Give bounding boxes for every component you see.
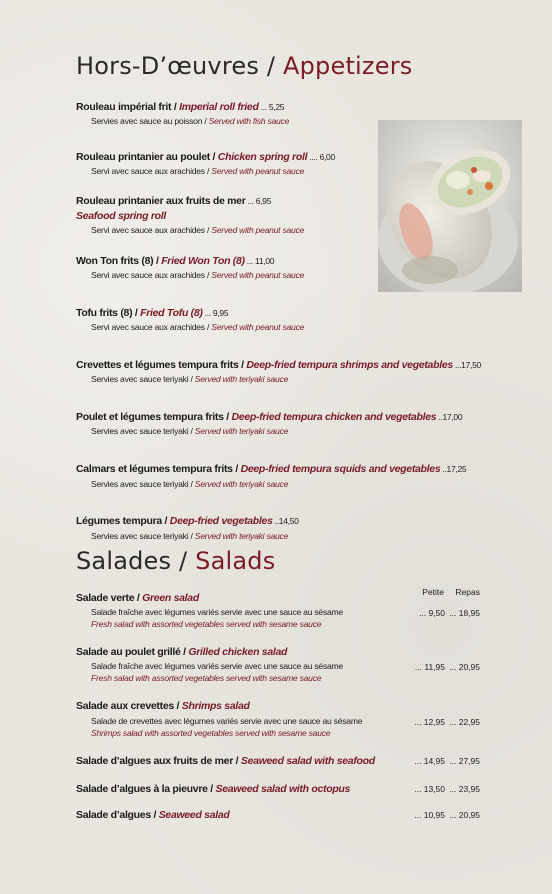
appetizer-item <box>76 307 228 319</box>
appetizer-item <box>76 101 284 113</box>
salad-item <box>76 809 230 821</box>
salad-item <box>76 592 199 604</box>
sauce-fr: Servies avec sauce teriyaki / <box>91 426 195 436</box>
item-sauce <box>91 531 288 541</box>
sauce-en: Served with peanut sauce <box>211 225 305 235</box>
sauce-fr: Servi avec sauce aux arachides / <box>91 225 212 235</box>
item-name-en: Fried Tofu (8) <box>140 307 203 319</box>
item-name-en: Deep-fried tempura chicken and vegetables <box>231 411 437 423</box>
sauce-fr: Servi avec sauce aux arachides / <box>91 166 212 176</box>
item-name-fr: Crevettes et légumes tempura frits / <box>76 359 247 371</box>
item-name-en: Deep-fried vegetables <box>169 515 273 527</box>
sauce-en: Served with fish sauce <box>208 116 290 126</box>
price-small: ... 13,50 <box>414 784 445 794</box>
item-price: ..17,25 <box>440 464 467 474</box>
item-name-fr: Salade aux crevettes / <box>76 700 182 712</box>
sauce-en: Served with peanut sauce <box>211 270 305 280</box>
appetizer-item <box>76 463 466 475</box>
sauce-fr: Servi avec sauce aux arachides / <box>91 322 212 332</box>
spring-roll-image <box>378 120 522 292</box>
item-name-en: Deep-fried tempura shrimps and vegetables <box>246 359 453 371</box>
item-sauce <box>91 116 289 126</box>
item-name-en: Seaweed salad with octopus <box>215 783 351 795</box>
sauce-fr: Servies avec sauce teriyaki / <box>91 374 195 384</box>
salad-item <box>76 646 287 658</box>
appetizers-heading-fr: Hors-D’œuvres / <box>76 52 283 80</box>
price-meal: ... 20,95 <box>449 662 480 672</box>
price-meal: ... 18,95 <box>449 608 480 618</box>
price-meal: ... 20,95 <box>449 810 480 820</box>
item-name-en: Grilled chicken salad <box>188 646 288 658</box>
item-name-fr: Calmars et légumes tempura frits / <box>76 463 241 475</box>
appetizer-item <box>76 359 481 371</box>
item-sauce <box>91 479 288 489</box>
item-sauce <box>91 225 304 235</box>
sauce-en: Served with teriyaki sauce <box>194 426 289 436</box>
item-name-en: Deep-fried tempura squids and vegetables <box>240 463 441 475</box>
item-price: ..17,00 <box>436 412 463 422</box>
salad-item <box>76 783 350 795</box>
item-price: ... 5,25 <box>258 102 285 112</box>
item-name-fr: Salade verte / <box>76 592 143 604</box>
appetizer-item <box>76 411 462 423</box>
column-header-meal: Repas <box>455 587 480 597</box>
appetizer-item <box>76 195 271 207</box>
item-name-fr: Tofu frits (8) / <box>76 307 141 319</box>
item-price: .... 6,00 <box>307 152 335 162</box>
item-name-fr: Salade au poulet grillé / <box>76 646 189 658</box>
item-name-fr: Rouleau printanier au poulet / <box>76 151 218 163</box>
sauce-fr: Servies avec sauce teriyaki / <box>91 531 195 541</box>
item-name-fr: Salade d’algues / <box>76 809 159 821</box>
item-name-en: Fried Won Ton (8) <box>161 255 245 267</box>
salad-desc-en: Fresh salad with assorted vegetables served with sesame sauce <box>91 673 322 683</box>
salad-desc-fr: Salade fraîche avec légumes variés servie avec une sauce au sésame <box>91 607 343 617</box>
salad-desc-fr: Salade fraîche avec légumes variés servie avec une sauce au sésame <box>91 661 343 671</box>
appetizer-item-en-line <box>76 210 166 222</box>
price-meal: ... 23,95 <box>449 784 480 794</box>
item-name-en: Green salad <box>142 592 199 604</box>
item-price: ... 6,95 <box>245 196 272 206</box>
column-header-small: Petite <box>422 587 444 597</box>
item-price: ..14,50 <box>272 516 299 526</box>
spring-roll-photo <box>378 120 522 292</box>
item-name-fr: Salade d’algues à la pieuvre / <box>76 783 216 795</box>
price-small: ... 10,95 <box>414 810 445 820</box>
item-sauce <box>91 270 304 280</box>
sauce-fr: Servies avec sauce teriyaki / <box>91 479 195 489</box>
item-price: ...17,50 <box>452 360 481 370</box>
item-name-en: Chicken spring roll <box>217 151 308 163</box>
appetizer-item <box>76 151 335 163</box>
item-sauce <box>91 166 304 176</box>
sauce-fr: Servi avec sauce aux arachides / <box>91 270 212 280</box>
item-name-en: Seaweed salad with seafood <box>240 755 375 767</box>
price-meal: ... 27,95 <box>449 756 480 766</box>
sauce-en: Served with teriyaki sauce <box>194 531 289 541</box>
price-small: ... 9,50 <box>419 608 445 618</box>
salad-desc-en: Shrimps salad with assorted vegetables served with sesame sauce <box>91 728 331 738</box>
salads-heading <box>76 547 275 575</box>
appetizers-heading <box>76 52 412 80</box>
item-name-en: Shrimps salad <box>181 700 250 712</box>
appetizers-heading-en: Appetizers <box>283 52 413 80</box>
salad-item <box>76 755 375 767</box>
item-sauce <box>91 374 288 384</box>
item-name-en: Seaweed salad <box>158 809 230 821</box>
salads-heading-en: Salads <box>195 547 276 575</box>
item-name-fr: Rouleau impérial frit / <box>76 101 180 113</box>
item-price: ... 9,95 <box>202 308 229 318</box>
item-name-en: Imperial roll fried <box>179 101 259 113</box>
price-small: ... 14,95 <box>414 756 445 766</box>
item-name-fr: Won Ton frits (8) / <box>76 255 162 267</box>
salads-heading-fr: Salades / <box>76 547 196 575</box>
sauce-en: Served with teriyaki sauce <box>194 479 289 489</box>
item-name-fr: Légumes tempura / <box>76 515 170 527</box>
sauce-en: Served with peanut sauce <box>211 322 305 332</box>
item-sauce <box>91 426 288 436</box>
item-sauce <box>91 322 304 332</box>
price-small: ... 11,95 <box>414 662 445 672</box>
item-name-fr: Poulet et légumes tempura frits / <box>76 411 232 423</box>
salad-desc-fr: Salade de crevettes avec légumes variés servie avec une sauce au sésame <box>91 716 363 726</box>
item-price: ... 11,00 <box>244 256 275 266</box>
sauce-en: Served with teriyaki sauce <box>194 374 289 384</box>
salad-item <box>76 700 250 712</box>
appetizer-item <box>76 515 299 527</box>
sauce-en: Served with peanut sauce <box>211 166 305 176</box>
salad-desc-en: Fresh salad with assorted vegetables served with sesame sauce <box>91 619 322 629</box>
sauce-fr: Servies avec sauce au poisson / <box>91 116 209 126</box>
item-name-en: Seafood spring roll <box>76 210 166 222</box>
item-name-fr: Salade d’algues aux fruits de mer / <box>76 755 241 767</box>
item-name-fr: Rouleau printanier aux fruits de mer <box>76 195 246 207</box>
price-small: ... 12,95 <box>414 717 445 727</box>
appetizer-item <box>76 255 274 267</box>
price-meal: ... 22,95 <box>449 717 480 727</box>
